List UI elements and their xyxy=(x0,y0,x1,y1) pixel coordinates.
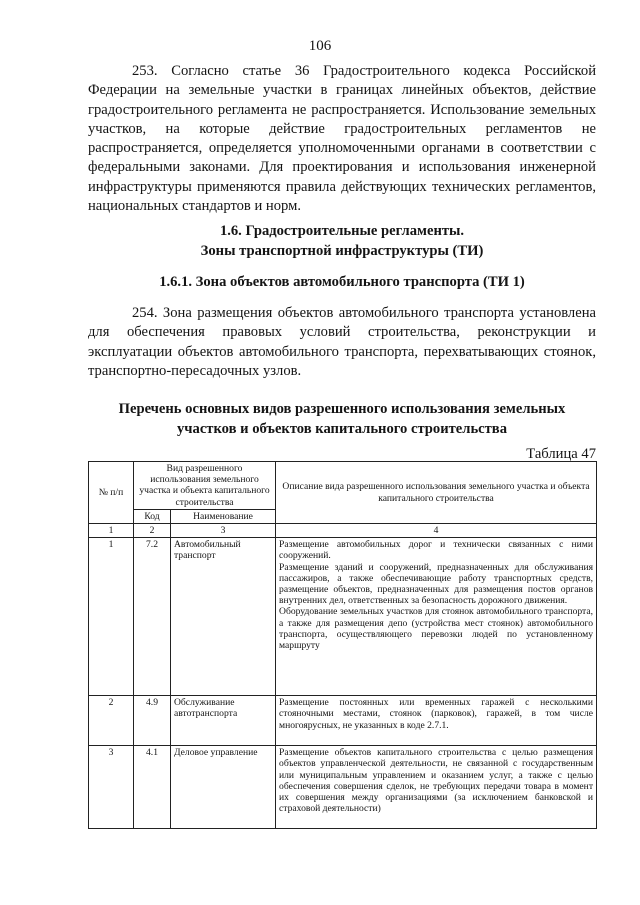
list-title xyxy=(88,400,596,439)
row-num: 1 xyxy=(89,538,134,696)
header-num: № п/п xyxy=(89,462,134,524)
subsection-title: 1.6.1. Зона объектов автомобильного транспорта (ТИ 1) xyxy=(159,274,525,290)
index-cell: 4 xyxy=(276,524,597,538)
section-title-line-2: Зоны транспортной инфраструктуры (ТИ) xyxy=(200,242,484,259)
table-row xyxy=(89,696,597,746)
page-number: 106 xyxy=(308,38,332,54)
table-index-row xyxy=(89,524,597,538)
list-title-line-1: Перечень основных видов разрешенного использования земельных xyxy=(118,401,566,417)
header-kind: Вид разрешенного использования земельного участка и объекта капитального строительства xyxy=(134,462,276,510)
row-num: 2 xyxy=(89,696,134,746)
paragraph-253: 253. Согласно статье 36 Градостроительного кодекса Российской Федерации на земельные участки в границах линейных объектов, действие градостроительного регламента не распространяется. Использование земельных участков, на которые действие градостроительных регламентов не распространяется, определяется уполномоченными органами в соответствии с федеральными законами. Для проектирования и использования инженерной инфраструктуры применяются правила действующих технических регламентов, национальных стандартов и норм. xyxy=(88,63,596,215)
row-name: Деловое управление xyxy=(171,746,276,829)
header-description: Описание вида разрешенного использования земельного участка и объекта капитального строительства xyxy=(276,462,597,524)
row-description: Размещение постоянных или временных гаражей с несколькими стояночными местами, стоянок (парковок), гаражей, в том числе многоярусных, не указанных в коде 2.7.1. xyxy=(276,696,597,746)
index-cell: 3 xyxy=(171,524,276,538)
table-header-row xyxy=(89,462,597,510)
index-cell: 2 xyxy=(134,524,171,538)
section-title-line-1: 1.6. Градостроительные регламенты. xyxy=(219,223,465,239)
table-row xyxy=(89,746,597,829)
table-row xyxy=(89,538,597,696)
list-title-line-2: участков и объектов капитального строительства xyxy=(177,420,507,437)
paragraph-254: 254. Зона размещения объектов автомобильного транспорта установлена для обеспечения правовых условий строительства, реконструкции и эксплуатации объектов автомобильного транспорта, перехватывающих стоянок, транспортно-пересадочных узлов. xyxy=(88,305,596,379)
row-description: Размещение объектов капитального строительства с целью размещения объектов управленческой деятельности, не связанной с государственным или муниципальным управлением и оказанием услуг, а также с целью обеспечения совершения сделок, не требующих передачи товара в момент их совершения между организациями (за исключением банковской и страховой деятельности) xyxy=(276,746,597,829)
index-cell: 1 xyxy=(89,524,134,538)
row-name: Обслуживание автотранспорта xyxy=(171,696,276,746)
row-description: Размещение автомобильных дорог и технически связанных с ними сооружений. Размещение зданий и сооружений, предназначенных для обслуживания пассажиров, а также обеспечивающие работу транспортных средств, размещение объектов, предназначенных для размещения постов органов внутренних дел, ответственных за безопасность дорожного движения. Оборудование земельных участков для стоянок автомобильного транспорта, а также для размещения депо (устройства мест стоянок) автомобильного транспорта, осуществляющего перевозки людей по установленному маршруту xyxy=(276,538,597,696)
row-code: 4.9 xyxy=(134,696,171,746)
row-code: 4.1 xyxy=(134,746,171,829)
row-num: 3 xyxy=(89,746,134,829)
header-name: Наименование xyxy=(171,509,276,523)
section-title xyxy=(88,222,596,261)
table-label: Таблица 47 xyxy=(526,446,596,462)
row-code: 7.2 xyxy=(134,538,171,696)
permitted-use-table xyxy=(88,461,597,829)
header-code: Код xyxy=(134,509,171,523)
row-name: Автомобильный транспорт xyxy=(171,538,276,696)
